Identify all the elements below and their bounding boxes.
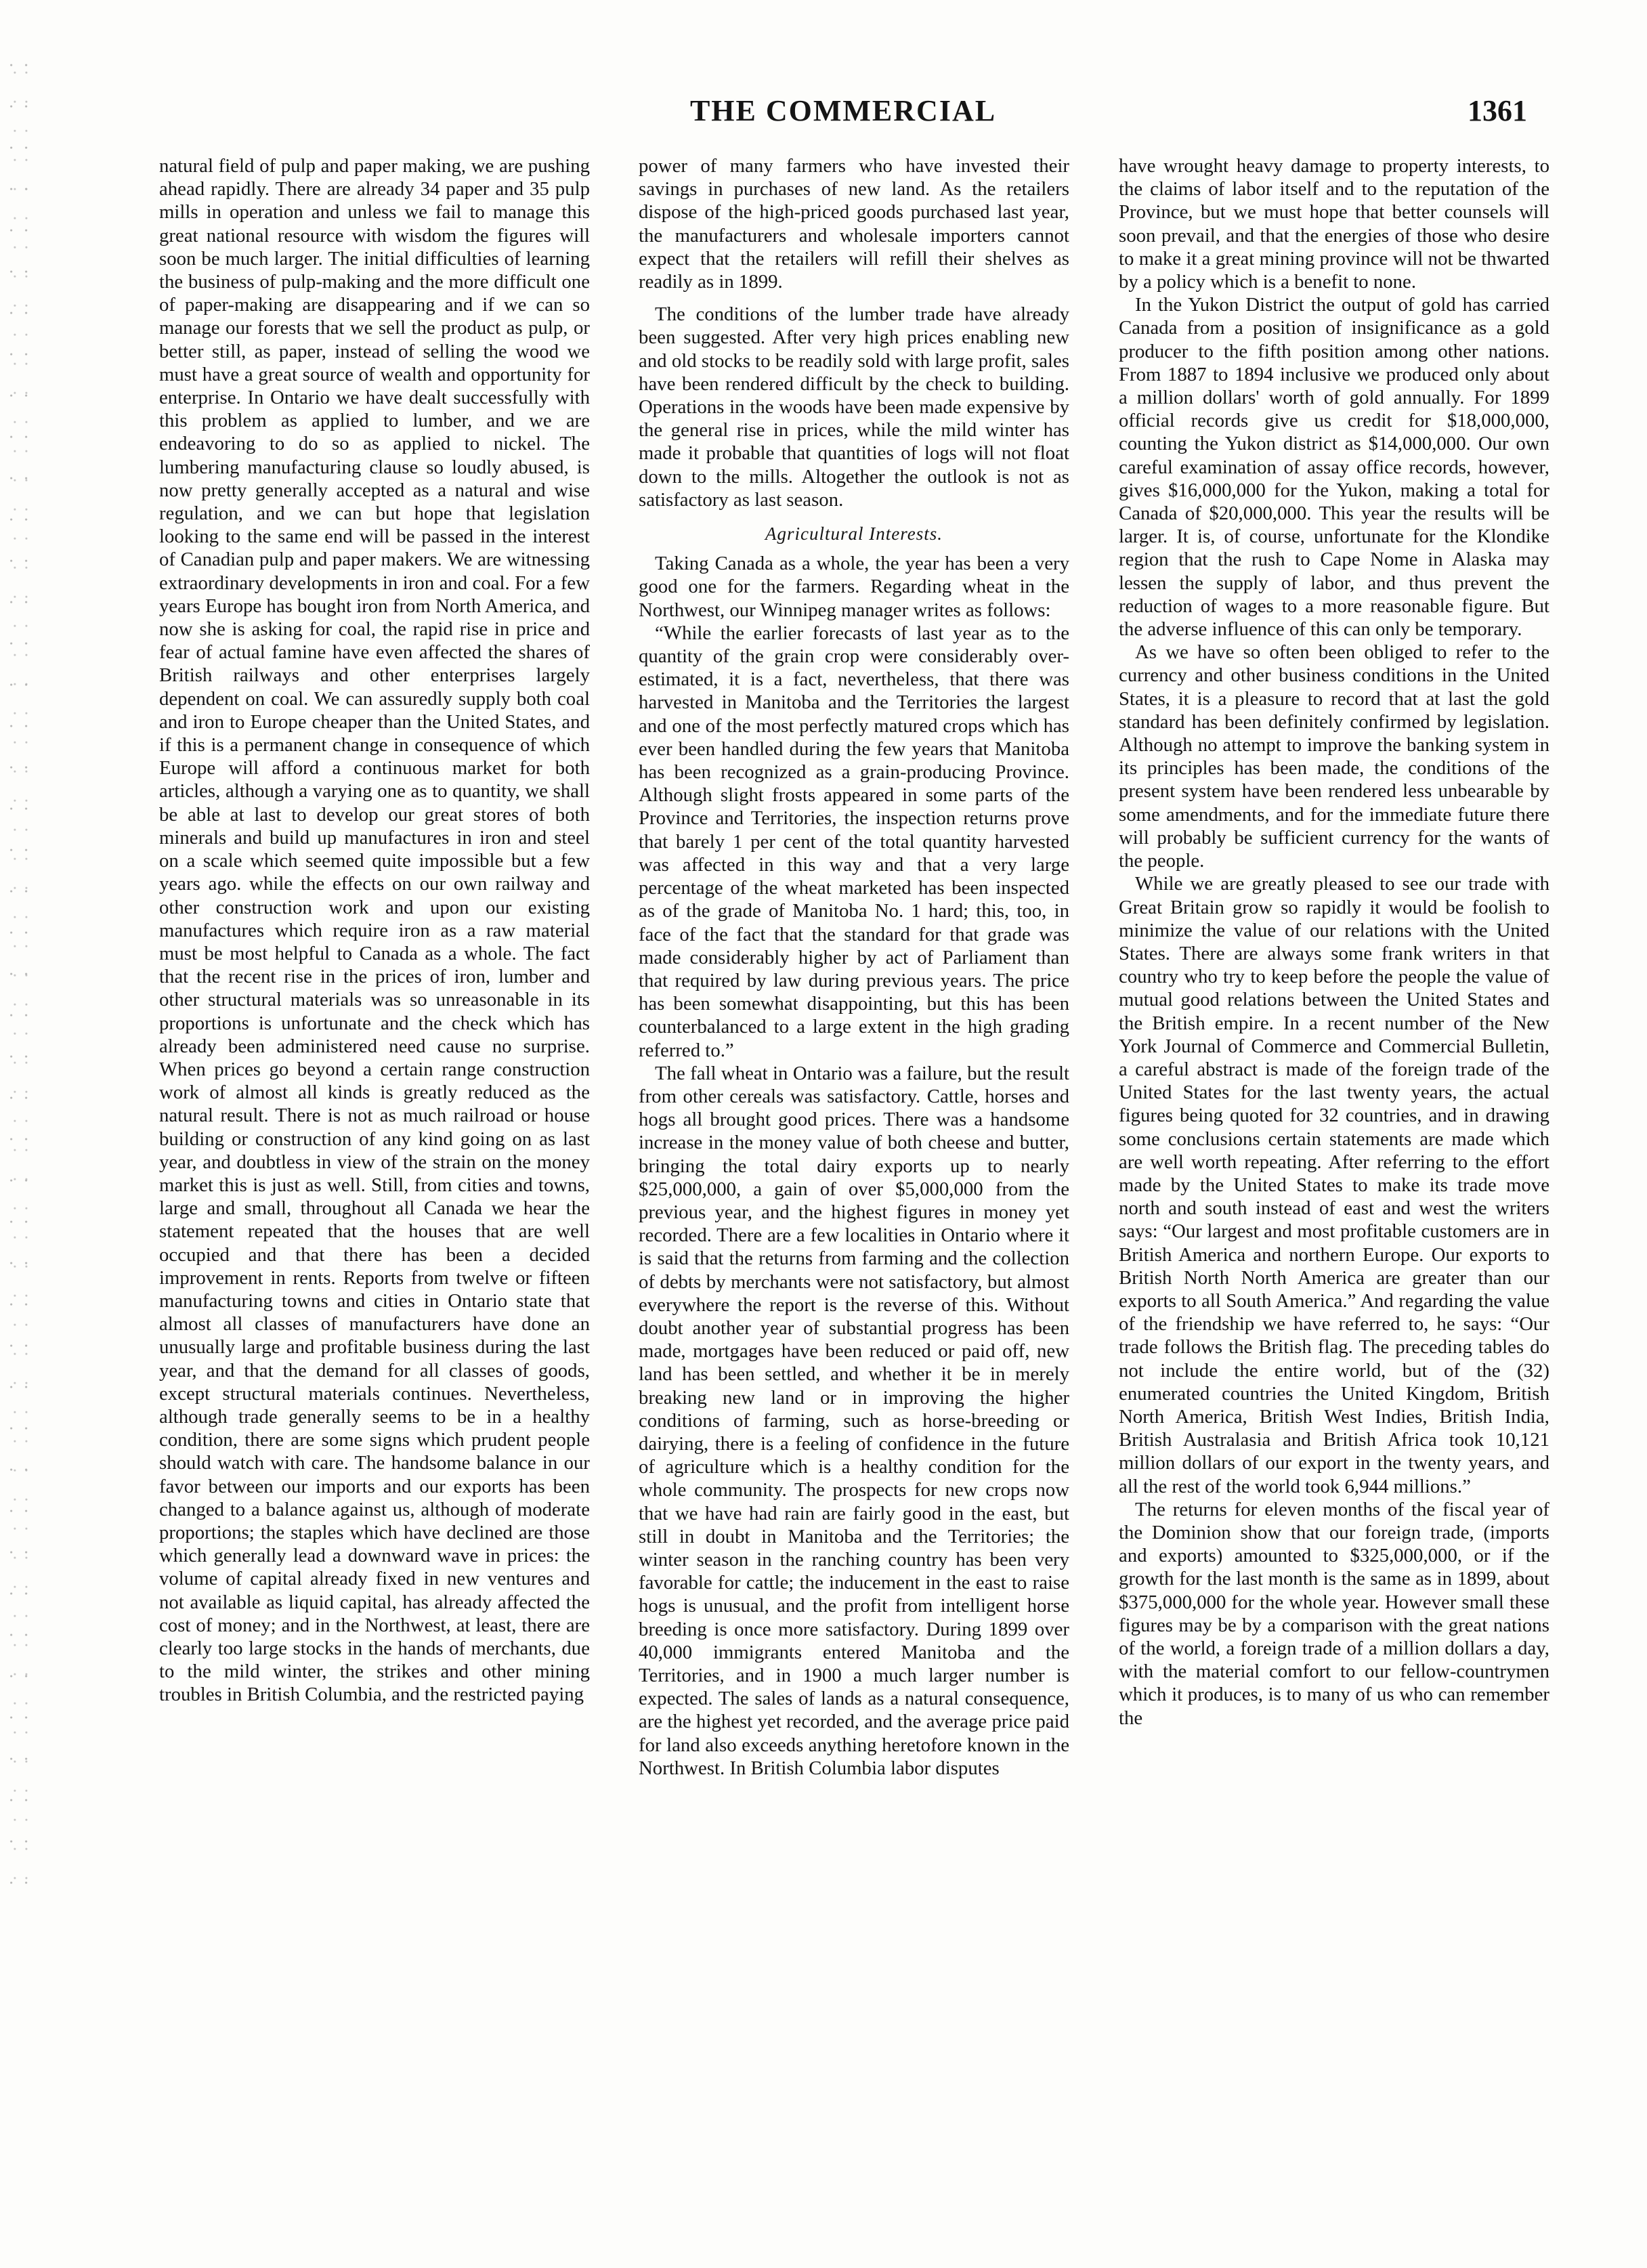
column-2-paragraph-2: The conditions of the lumber trade have already been suggested. After very high prices enabling new and old stocks to be readily sold with large profit, sales have been rendered difficult by the check to building. Operations in the woods have been made expensive by the general rise in prices, while the mild winter has made it probable that quantities of logs will not float down to the mills. Altogether the outlook is not as satisfactory as last season. [639, 303, 1069, 511]
column-2-paragraph-4: “While the earlier forecasts of last year as to the quantity of the grain crop were considerably over-estimated, it is a fact, nevertheless, that there was harvested in Manitoba and the Territories the largest and one of the most perfectly matured crops which has ever been handled during the few years that Manitoba has been recognized as a grain-producing Province. Although slight frosts appeared in some parts of the Province and Territories, the inspection returns prove that barely 1 per cent of the total quantity harvested was affected in this way and that a very large percentage of the wheat marketed has been inspected as of the grade of Manitoba No. 1 hard; this, too, in face of the fact that the standard for that grade was made considerably higher by act of Parliament than that required by law during previous years. The price has been somewhat disappointing, but this has been counterbalanced to a large extent in the high grading referred to.” [639, 622, 1069, 1061]
page-header [159, 87, 1527, 134]
column-3-paragraph-4: While we are greatly pleased to see our trade with Great Britain grow so rapidly it would be foolish to minimize the value of our relations with the United States. There are always some frank writers in that country who try to keep before the people the value of mutual good relations between the United States and the British empire. In a recent number of the New York Journal of Commerce and Commercial Bulletin, a careful abstract is made of the foreign trade of the United States for the last twenty years, the actual figures being quoted for 32 countries, and in drawing some conclusions certain statements are made which are well worth repeating. After referring to the effort made by the United States to make its trade move north and south instead of east and west the writers says: “Our largest and most profitable customers are in British America and northern Europe. Our exports to British North North America are greater than our exports to all South America.” And regarding the value of the friendship we have referred to, he says: “Our trade follows the British flag. The preceding tables do not include the entire world, but of the (32) enumerated countries the United Kingdom, British North America, British West Indies, British India, British Australasia and British Africa took 10,121 million dollars of our export in the twenty years, and all the rest of the world took 6,944 millions.” [1119, 873, 1549, 1497]
page-number: 1361 [1468, 94, 1527, 127]
section-subheading-agricultural: Agricultural Interests. [765, 523, 943, 544]
column-2-paragraph-5: The fall wheat in Ontario was a failure, but the result from other cereals was satisfactory. Cattle, horses and hogs all brought good prices. There was a handsome increase in the money value of both cheese and butter, bringing the total dairy exports up to nearly $25,000,000, a gain of over $5,000,000 from the previous year, and the highest figures in money yet recorded. There are a few localities in Ontario where it is said that the returns from farming and the collection of debts by merchants were not satisfactory, but almost everywhere the report is the reverse of this. Without doubt another year of substantial progress has been made, mortgages have been reduced or paid off, new land has been settled, and whether it be in merely breaking new land or in improving the higher conditions of farming, such as horse-breeding or dairying, there is a feeling of confidence in the future of agriculture which is a healthy condition for the whole community. The prospects for new crops now that we have had rain are fairly good in the east, but still in doubt in Manitoba and the Territories; the winter season in the ranching country has been very favorable for cattle; the inducement in the east to raise hogs is unusual, and the profit from intelligent horse breeding is once more satisfactory. During 1899 over 40,000 immigrants entered Manitoba and the Territories, and in 1900 a much larger number is expected. The sales of lands as a natural consequence, are the highest yet recorded, and the average price paid for land also exceeds anything heretofore known in the Northwest. In British Columbia labor disputes [639, 1062, 1069, 1779]
publication-title: THE COMMERCIAL [689, 94, 997, 127]
column-2-paragraph-3: Taking Canada as a whole, the year has been a very good one for the farmers. Regarding wheat in the Northwest, our Winnipeg manager writes as follows: [639, 553, 1069, 621]
column-3-paragraph-3: As we have so often been obliged to refer to the currency and other business conditions in the United States, it is a pleasure to record that at last the gold standard has been definitely confirmed by legislation. Although no attempt to improve the banking system in its principles has been made, the conditions of the present system have been rendered less unbearable by some amendments, and for the immediate future there will probably be sufficient currency for the wants of the people. [1119, 641, 1549, 872]
text-column-1 [159, 154, 590, 2213]
column-3-paragraph-1: have wrought heavy damage to property interests, to the claims of labor itself and to the reputation of the Province, but we must hope that better counsels will soon prevail, and that the energies of those who desire to make it a great mining province will not be thwarted by a policy which is a benefit to none. [1119, 155, 1549, 293]
text-column-2 [639, 154, 1069, 2213]
text-column-3 [1119, 154, 1549, 2213]
column-3-paragraph-5: The returns for eleven months of the fiscal year of the Dominion show that our foreign trade, (imports and exports) amounted to $325,000,000, or if the growth for the last month is the same as in 1899, about $375,000,000 for the whole year. However small these figures may be by a comparison with the great nations of the world, a foreign trade of a million dollars a day, with the material comfort to our fellow-countrymen which it produces, is to many of us who can remember the [1119, 1498, 1549, 1729]
column-2-paragraph-1: power of many farmers who have invested their savings in purchases of new land. As the retailers dispose of the high-priced goods purchased last year, the manufacturers and wholesale importers cannot expect that the retailers will refill their shelves as readily as in 1899. [639, 155, 1069, 293]
column-3-paragraph-2: In the Yukon District the output of gold has carried Canada from a position of insignificance as a gold producer to the fifth position among other nations. From 1887 to 1894 inclusive we produced only about a million dollars' worth of gold annually. For 1899 official records give us credit for $18,000,000, counting the Yukon district as $14,000,000. Our own careful examination of assay office records, however, gives $16,000,000 for the Yukon, making a total for Canada of $20,000,000. This year the results will be larger. It is, of course, unfortunate for the Klondike region that the rush to Cape Nome in Alaska may lessen the supply of labor, and thus prevent the reduction of wages to a more reasonable figure. But the adverse influence of this can only be temporary. [1119, 294, 1549, 641]
column-1-paragraph-1: natural field of pulp and paper making, we are pushing ahead rapidly. There are already 34 paper and 35 pulp mills in operation and unless we fail to manage this great national resource with wisdom the figures will soon be much larger. The initial difficulties of learning the business of pulp-making and the more difficult one of paper-making are disappearing and if we can so manage our forests that we sell the product as pulp, or better still, as paper, instead of selling the wood we must have a great source of wealth and opportunity for enterprise. In Ontario we have dealt successfully with this problem as applied to lumber, and we are endeavoring to do so as applied to nickel. The lumbering manufacturing clause so loudly abused, is now pretty generally accepted as a natural and wise regulation, and we can but hope that legislation looking to the same end will be passed in the interest of Canadian pulp and paper makers. We are witnessing extraordinary developments in iron and coal. For a few years Europe has bought iron from North America, and now she is asking for coal, the rapid rise in price and fear of actual famine have even affected the shares of British railways and other enterprises largely dependent on coal. We can assuredly supply both coal and iron to Europe cheaper than the United States, and if this is a permanent change in consequence of which Europe will afford a continuous market for both articles, although a varying one as to quantity, we shall be able at last to develop our great stores of both minerals and build up manufactures in iron and steel on a scale which seemed quite impossible but a few years ago. while the effects on our own railway and other construction work and upon our existing manufactures which require iron as a raw material must be most helpful to Canada as a whole. The fact that the recent rise in the prices of iron, lumber and other structural materials was so unreasonable in its proportions is unfortunate and the check which has already been administered need cause no surprise. When prices go beyond a certain range construction work of almost all kinds is greatly reduced as the natural result. There is not as much railroad or house building or construction of any kind going on as last year, and doubtless in view of the strain on the money market this is just as well. Still, from cities and towns, large and small, throughout all Canada we hear the statement repeated that the houses that are well occupied and that there has been a decided improvement in rents. Reports from twelve or fifteen manufacturing towns and cities in Ontario state that almost all classes of manufacturers have done an unusually large and profitable business during the last year, and that the demand for all classes of goods, except structural materials continues. Nevertheless, although trade generally seems to be in a healthy condition, there are some signs which prudent people should watch with care. The handsome balance in our favor between our imports and our exports has been changed to a balance against us, although of moderate proportions; the staples which have declined are those which generally lead a downward wave in prices: the volume of capital already fixed in new ventures and not available as liquid capital, has already affected the cost of money; and in the Northwest, at least, there are clearly too large stocks in the hands of merchants, due to the mild winter, the strikes and other mining troubles in British Columbia, and the restricted paying [159, 155, 590, 1706]
scan-margin-speckle [7, 61, 34, 1889]
